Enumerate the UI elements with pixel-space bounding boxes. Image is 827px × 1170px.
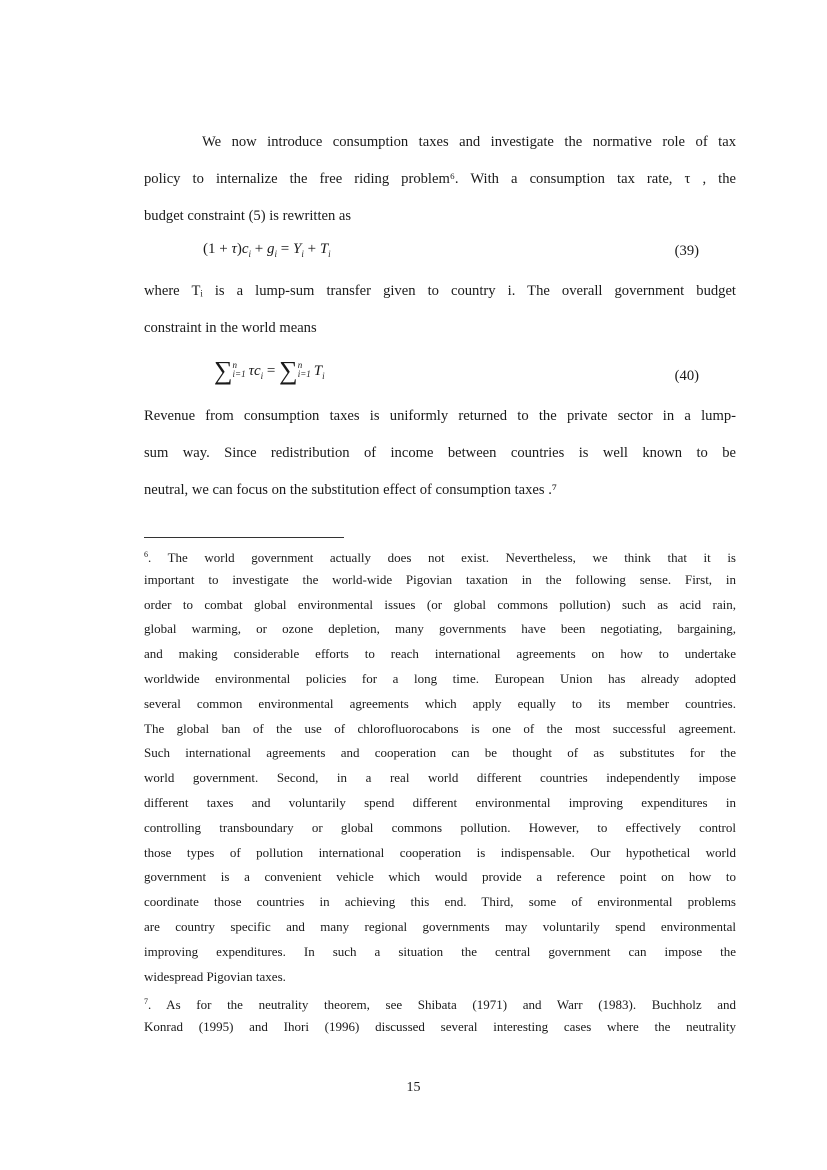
footnote-6 (144, 543, 736, 989)
footnote-line (144, 741, 736, 766)
footnote-line (144, 593, 736, 618)
footnote-line (144, 617, 736, 642)
footnote-line (144, 865, 736, 890)
footnote-line (144, 543, 736, 568)
footnote-text: Konrad (1995) and Ihori (1996) discussed several interesting cases where the neutrality (144, 1018, 736, 1034)
footnote-text: . The world government actually does not exist. Nevertheless, we think that it is (148, 550, 736, 565)
footnote-text: controlling transboundary or global commons pollution. However, to effectively control (144, 819, 736, 835)
footnote-text: those types of pollution international cooperation is indispensable. Our hypothetical world (144, 844, 736, 860)
footnote-line (144, 717, 736, 742)
equation-39: $(1 + \tau)c_i + g_i = Y_i + T_i$ (203, 241, 331, 259)
page-number: 15 (406, 1080, 421, 1095)
footnote-text: several common environmental agreements which apply equally to its member countries. (144, 695, 736, 711)
footnote-mark: 6 (144, 550, 148, 559)
text-line: policy to internalize the free riding problem⁶. With a consumption tax rate, τ , the (144, 171, 736, 187)
text-line: sum way. Since redistribution of income between countries is well known to be (144, 445, 736, 461)
footnote-line (144, 915, 736, 940)
text-line: budget constraint (5) is rewritten as (144, 208, 352, 224)
footnote-line (144, 965, 736, 990)
footnote-line (144, 940, 736, 965)
footnote-text: government is a convenient vehicle which would provide a reference point on how to (144, 869, 736, 885)
footnote-text: are country specific and many regional governments may voluntarily spend environmental (144, 918, 736, 934)
footnote-line (144, 692, 736, 717)
footnote-text: and making considerable efforts to reach international agreements on how to undertake (144, 646, 736, 662)
footnote-text: worldwide environmental policies for a long time. European Union has already adopted (144, 670, 736, 686)
footnote-line (144, 766, 736, 791)
paragraph-3 (144, 398, 736, 509)
footnote-text: . As for the neutrality theorem, see Shibata (1971) and Warr (1983). Buchholz and (148, 997, 736, 1012)
footnote-text: order to combat global environmental issues (or global commons pollution) such as acid rain, (144, 596, 736, 612)
footnote-text: coordinate those countries in achieving this end. Third, some of environmental problems (144, 894, 736, 910)
text-line: Revenue from consumption taxes is uniformly returned to the private sector in a lump- (144, 408, 736, 424)
footnote-line (144, 1015, 736, 1040)
footnote-7 (144, 990, 736, 1040)
footnote-line (144, 642, 736, 667)
footnote-line (144, 568, 736, 593)
text-line: constraint in the world means (144, 320, 317, 336)
text-line: We now introduce consumption taxes and investigate the normative role of tax (202, 134, 736, 150)
footnote-text: different taxes and voluntarily spend different environmental improving expenditures in (144, 794, 736, 810)
text-line: neutral, we can focus on the substitution effect of consumption taxes .⁷ (144, 482, 557, 498)
footnote-text: global warming, or ozone depletion, many governments have been negotiating, bargaining, (144, 621, 736, 637)
equation-39-number: (39) (674, 243, 699, 259)
footnote-text: Such international agreements and cooperation can be thought of as substitutes for the (144, 745, 736, 761)
footnote-rule (144, 537, 344, 538)
footnote-text: world government. Second, in a real world different countries independently impose (144, 770, 736, 786)
footnote-text: improving expenditures. In such a situation the central government can impose the (144, 943, 736, 959)
equation-40: ∑ n i=1 $\tau c_i$ = ∑ n i=1 $T_i$ (214, 356, 325, 385)
paragraph-2 (144, 273, 736, 347)
footnote-line (144, 990, 736, 1015)
equation-40-number: (40) (674, 368, 699, 384)
footnote-text: important to investigate the world-wide Pigovian taxation in the following sense. First, in (144, 571, 736, 587)
text-line: where Tᵢ is a lump-sum transfer given to country i. The overall government budget (144, 283, 736, 299)
footnote-line (144, 791, 736, 816)
paragraph-1 (144, 124, 736, 235)
footnote-text: The global ban of the use of chlorofluorocabons is one of the most successful agreement. (144, 720, 736, 736)
footnote-mark: 7 (144, 997, 148, 1006)
footnote-line (144, 816, 736, 841)
footnote-line (144, 890, 736, 915)
footnote-text: widespread Pigovian taxes. (144, 968, 286, 984)
footnote-line (144, 667, 736, 692)
footnote-line (144, 841, 736, 866)
